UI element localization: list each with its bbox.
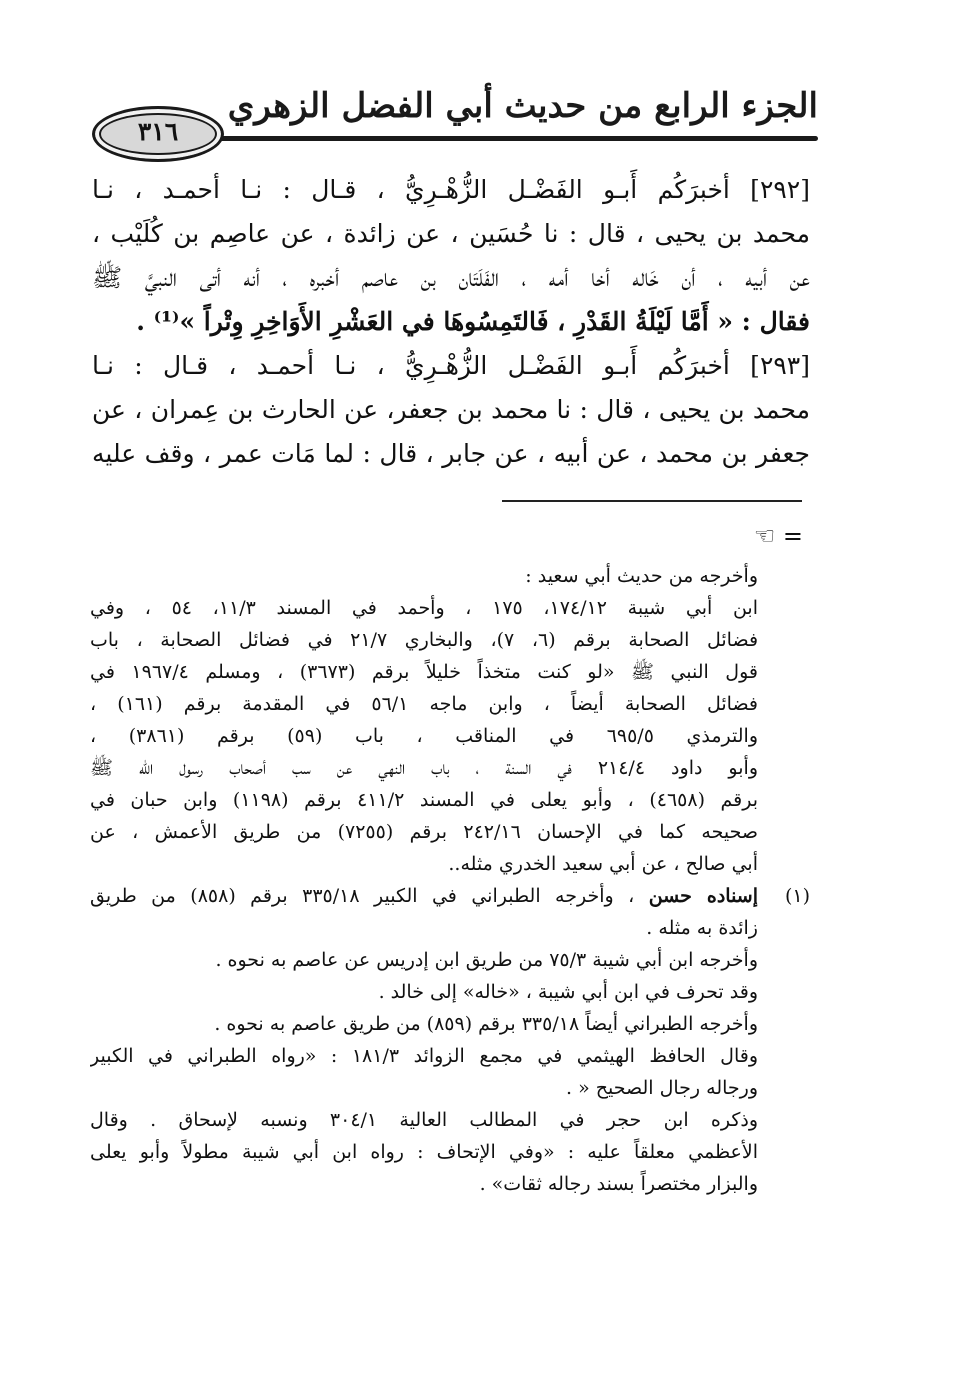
text-line: محمد بن يحيى ، قال : نا محمد بن جعفر، عن الحارث بن عِمران ، عن [92,395,810,424]
page-number: ٣١٦ [137,117,179,146]
footnote-line: ابن أبي شيبة ١٧٤/١٢، ١٧٥ ، وأحمد في المسند ١١/٣، ٥٤ ، وفي [90,597,759,619]
footnote-line: وأبو داود ٢١٤/٤ في السنة ، باب النهي عن سب أصحاب رسول الله ﷺ [90,757,758,779]
footnote-line: أبي صالح ، عن أبي سعيد الخدري مثله.. [448,853,758,875]
footnote-text: ، وأخرجه الطبراني في الكبير ٣٣٥/١٨ برقم (٨٥٨) من طريق [90,885,635,907]
text-line: [٢٩٣] أخبرَكُم أَبـو الفَضْـل الزُّهْـرِيُّ ، نـا أحمـد ، قـال : نـا [92,351,810,380]
text-line: [٢٩٢] أخبرَكُم أَبـو الفَضْـل الزُّهْـرِيُّ ، قـال : نـا أحمـد ، نـا [92,175,810,204]
text-line: جعفر بن محمد ، عن أبيه ، عن جابر ، قال : لما مَات عمر ، وقف عليه [92,439,810,468]
page-number-badge [92,106,224,162]
footnote-number: (١) [784,885,810,907]
footnote-line: فضائل الصحابة برقم (٦، ٧)، والبخاري ٢١/٧ في فضائل الصحابة ، باب [90,629,759,651]
footnote-line: الأعظمي معلقاً عليه : «وفي الإتحاف : رواه ابن أبي شيبة مطولاً وأبو يعلى [90,1141,758,1163]
footnote-grade: إسناده حسن [648,885,759,907]
footnote-line: فضائل الصحابة أيضاً ، وابن ماجه ٥٦/١ في المقدمة برقم (١٦١) ، [90,693,758,715]
header-rule [178,136,818,141]
main-text [92,168,810,476]
footnote-line: زائدة به مثله . [646,917,758,939]
footnote-line: ورجاله رجال الصحيح « . [565,1077,758,1099]
footnote-line: وقد تحرف في ابن أبي شيبة ، «خاله» إلى خالد . [378,981,758,1003]
footnote-line: والبزار مختصراً بسند رجاله ثقات» . [479,1173,758,1195]
page-header [88,78,818,168]
text-line: محمد بن يحيى ، قال : نا حُسَين ، عن زائدة ، عن عاصِم بن كُلَيْب ، [92,219,810,248]
footnotes [90,560,810,1200]
footnote-line: وقال الحافظ الهيثمي في مجمع الزوائد ١٨١/٣ : «رواه الطبراني في الكبير [90,1045,758,1067]
continuation-mark: = ☜ [753,522,803,550]
footnote-line: وأخرجه ابن أبي شيبة ٧٥/٣ من طريق ابن إدريس عن عاصم به نحوه . [215,949,758,971]
footnote-line: وأخرجه من حديث أبي سعيد : [525,565,758,587]
footnote-line: برقم (٤٦٥٨) ، وأبو يعلى في المسند ٤١١/٢ برقم (١١٩٨) وابن حبان في [90,789,758,811]
running-title: الجزء الرابع من حديث أبي الفضل الزهري [227,86,818,126]
footnote-line: قول النبي ﷺ «لو كنت متخذاً خليلاً برقم (٣٦٧٣) ، ومسلم ١٩٦٧/٤ في [90,661,759,683]
footnote-1-first-line [90,880,810,912]
text-line-hadith: فقال : « أَمَّا لَيْلَةُ القَدْرِ ، فَالتَمِسُوهَا في العَشْرِ الأَوَاخِرِ وِتْراً »⁽¹⁾ . [136,307,810,336]
footnote-line: وأخرجه الطبراني أيضاً ٣٣٥/١٨ برقم (٨٥٩) من طريق عاصم به نحوه . [214,1013,758,1035]
footnote-line: وذكره ابن حجر في المطالب العالية ٣٠٤/١ ونسبه لإسحاق . وقال [90,1109,758,1131]
footnote-line: صحيحه كما في الإحسان ٢٤٢/١٦ برقم (٧٢٥٥) من طريق الأعمش ، عن [90,821,758,843]
footnote-line: والترمذي ٦٩٥/٥ في المناقب ، باب (٥٩) برقم (٣٨٦١) ، [90,725,759,747]
footnote-separator [502,500,802,502]
text-line: عن أبيه ، أن خَاله أخا أمه ، الفَلَتَان بن عاصم أخبره ، أنه أتى النبيَّ ﷺ [92,263,810,292]
